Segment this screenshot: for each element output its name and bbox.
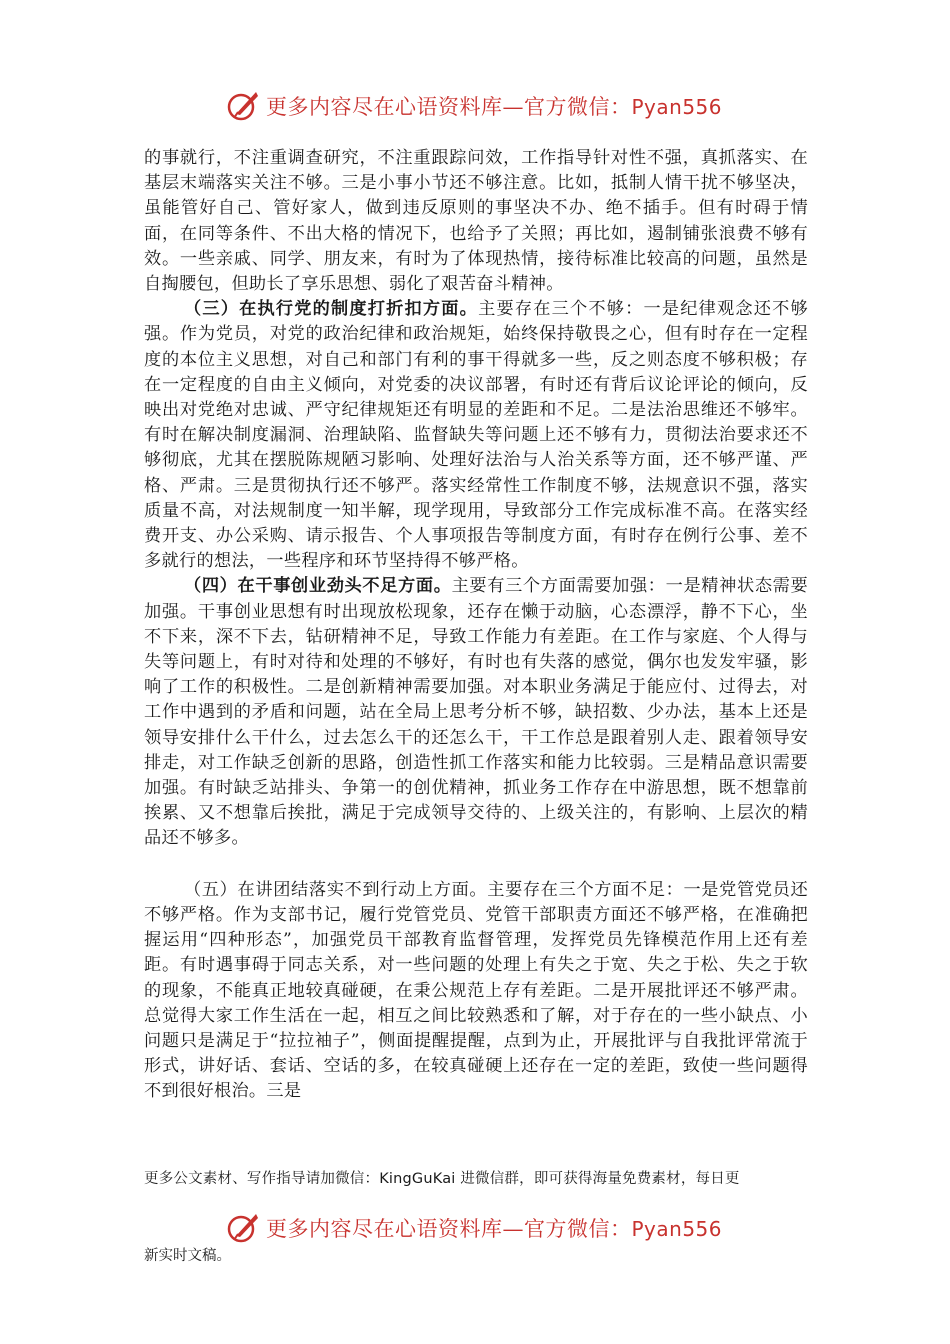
footer-watermark-banner <box>226 1208 722 1248</box>
section-4-heading: （四）在干事创业劲头不足方面。 <box>184 576 452 597</box>
section-3-text: 主要存在三个不够：一是纪律观念还不够强。作为党员，对党的政治纪律和政治规矩，始终保持敬畏之心，但有时存在一定程度的本位主义思想，对自己和部门有利的事干得就多一些，反之则态度不够积极；存在一定程度的自由主义倾向，对党委的决议部署，有时还有背后议论评论的倾向，反映出对党绝对忠诚、严守纪律规矩还有明显的差距和不足。二是法治思维还不够牢。有时在解决制度漏洞、治理缺陷、监督缺失等问题上还不够有力，贯彻法治要求还不够彻底，尤其在摆脱陈规陋习影响、处理好法治与人治关系等方面，还不够严谨、严格、严肃。三是贯彻执行还不够严。落实经常性工作制度不够，法规意识不强，落实质量不高，对法规制度一知半解，现学现用，导致部分工作完成标准不高。在落实经费开支、办公采购、请示报告、个人事项报告等制度方面，有时存在例行公事、差不多就行的想法，一些程序和环节坚持得不够严格。 <box>144 299 808 572</box>
watermark-wechat-id: Pyan556 <box>631 1217 723 1241</box>
header-watermark-banner <box>226 86 722 126</box>
footer-promo: 更多公文素材、写作指导请加微信：KingGuKai 进微信群，即可获得海量免费素材，每日更 <box>144 1171 740 1187</box>
watermark-text: 更多内容尽在心语资料库—官方微信：Pyan556 <box>266 1217 723 1241</box>
paragraph-continuation: 的事就行，不注重调查研究，不注重跟踪问效，工作指导针对性不强，真抓落实、在基层末端落实关注不够。三是小事小节还不够注意。比如，抵制人情干扰不够坚决，虽能管好自己、管好家人，做到违反原则的事坚决不办、绝不插手。但有时碍于情面，在同等条件、不出大格的情况下，也给予了关照；再比如，遏制铺张浪费不够有效。一些亲戚、同学、朋友来，有时为了体现热情，接待标准比较高的问题，虽然是自掏腰包，但助长了享乐思想、弱化了艰苦奋斗精神。 <box>144 148 808 295</box>
section-5-paragraph: （五）在讲团结落实不到行动上方面。主要存在三个方面不足：一是党管党员还不够严格。作为支部书记，履行党管党员、党管干部职责方面还不够严格，在准确把握运用“四种形态”，加强党员干部教育监督管理，发挥党员先锋模范作用上还有差距。有时遇事碍于同志关系，对一些问题的处理上有失之于宽、失之于松、失之于软的现象，不能真正地较真碰硬，在秉公规范上存有差距。二是开展批评还不够严肃。总觉得大家工作生活在一起，相互之间比较熟悉和了解，对于存在的一些小缺点、小问题只是满足于“拉拉袖子”，侧面提醒提醒，点到为止，开展批评与自我批评常流于形式，讲好话、套话、空话的多，在较真碰硬上还存在一定的差距，致使一些问题得不到很好根治。三是 <box>144 879 808 1102</box>
footer-promo-tail: 新实时文稿。 <box>144 1248 231 1264</box>
section-3-heading: （三）在执行党的制度打折扣方面。 <box>184 299 479 320</box>
watermark-wechat-id: Pyan556 <box>631 95 723 119</box>
quill-logo-icon <box>226 1210 262 1246</box>
document-body <box>144 146 808 1105</box>
section-3-paragraph <box>144 297 808 574</box>
quill-logo-icon <box>226 88 262 124</box>
section-4-text: 主要有三个方面需要加强：一是精神状态需要加强。干事创业思想有时出现放松现象，还存在懒于动脑，心态漂浮，静不下心，坐不下来，深不下去，钻研精神不足，导致工作能力有差距。在工作与家庭、个人得与失等问题上，有时对待和处理的不够好，有时也有失落的感觉，偶尔也发发牢骚，影响了工作的积极性。二是创新精神需要加强。对本职业务满足于能应付、过得去，对工作中遇到的矛盾和问题，站在全局上思考分析不够，缺招数、少办法，基本上还是领导安排什么干什么，过去怎么干的还怎么干，干工作总是跟着别人走、跟着领导安排走，对工作缺乏创新的思路，创造性抓工作落实和能力比较弱。三是精品意识需要加强。有时缺乏站排头、争第一的创优精神，抓业务工作存在中游思想，既不想靠前挨累、又不想靠后挨批，满足于完成领导交待的、上级关注的，有影响、上层次的精品还不够多。 <box>144 576 808 849</box>
watermark-text: 更多内容尽在心语资料库—官方微信：Pyan556 <box>266 95 723 119</box>
section-4-paragraph <box>144 574 808 851</box>
